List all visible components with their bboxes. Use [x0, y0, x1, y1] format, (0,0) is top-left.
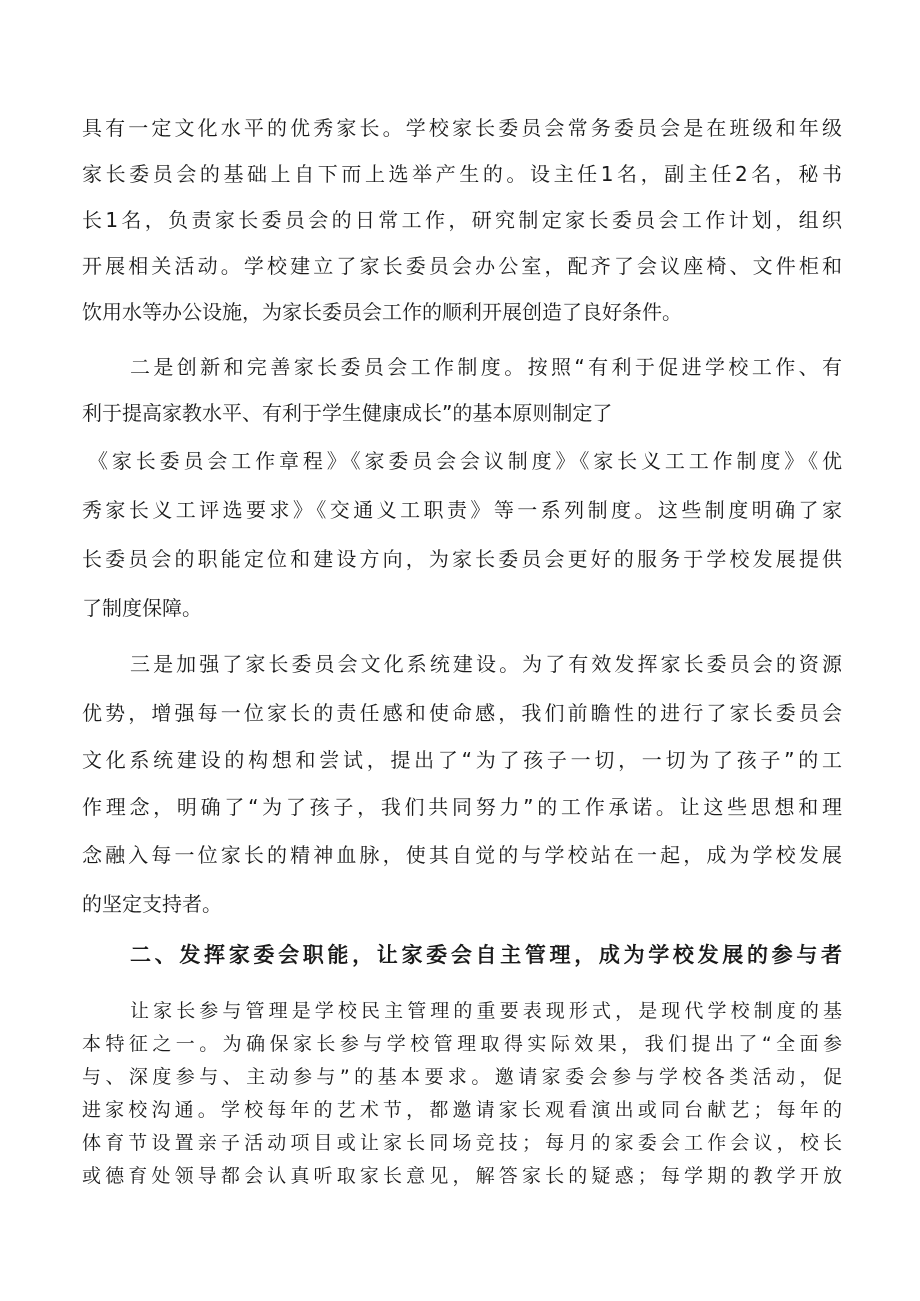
text-line: 具有一定文化水平的优秀家长。学校家长委员会常务委员会是在班级和年级 — [82, 116, 842, 140]
text-line: 《家长委员会工作章程》《家委员会会议制度》《家长义工工作制度》《优 — [88, 449, 842, 473]
text-line: 长委员会的职能定位和建设方向，为家长委员会更好的服务于学校发展提供 — [82, 547, 842, 571]
text-line: 优势，增强每一位家长的责任感和使命感，我们前瞻性的进行了家长委员会 — [82, 701, 842, 725]
text-line: 体育节设置亲子活动项目或让家长同场竞技；每月的家委会工作会议，校长 — [82, 1132, 842, 1154]
section-heading: 二、发挥家委会职能，让家委会自主管理，成为学校发展的参与者 — [130, 943, 842, 967]
paragraph-first-line: 让家长参与管理是学校民主管理的重要表现形式，是现代学校制度的基 — [130, 1000, 842, 1022]
text-line: 文化系统建设的构想和尝试，提出了“为了孩子一切，一切为了孩子”的工 — [82, 748, 842, 772]
text-line: 秀家长义工评选要求》《交通义工职责》等一系列制度。这些制度明确了家 — [82, 498, 842, 522]
text-line: 作理念，明确了“为了孩子，我们共同努力”的工作承诺。让这些思想和理 — [82, 795, 842, 819]
paragraph-first-line: 三是加强了家长委员会文化系统建设。为了有效发挥家长委员会的资源 — [130, 652, 842, 676]
text-line: 饮用水等办公设施，为家长委员会工作的顺利开展创造了良好条件。 — [82, 300, 682, 324]
text-line: 的坚定支持者。 — [82, 892, 222, 916]
text-line: 念融入每一位家长的精神血脉，使其自觉的与学校站在一起，成为学校发展 — [82, 843, 842, 867]
text-line: 本特征之一。为确保家长参与学校管理取得实际效果，我们提出了“全面参 — [82, 1033, 842, 1055]
text-line: 长1名，负责家长委员会的日常工作，研究制定家长委员会工作计划，组织 — [82, 208, 842, 232]
paragraph-first-line: 二是创新和完善家长委员会工作制度。按照“有利于促进学校工作、有 — [130, 355, 842, 379]
text-line: 开展相关活动。学校建立了家长委员会办公室，配齐了会议座椅、文件柜和 — [82, 254, 842, 278]
text-line: 家长委员会的基础上自下而上选举产生的。设主任1名，副主任2名，秘书 — [82, 162, 842, 186]
text-line: 与、深度参与、主动参与”的基本要求。邀请家委会参与学校各类活动，促 — [82, 1066, 842, 1088]
text-line: 利于提高家教水平、有利于学生健康成长”的基本原则制定了 — [82, 401, 613, 425]
text-line: 进家校沟通。学校每年的艺术节，都邀请家长观看演出或同台献艺；每年的 — [82, 1099, 842, 1121]
text-line: 或德育处领导都会认真听取家长意见，解答家长的疑惑；每学期的教学开放 — [82, 1165, 842, 1187]
text-line: 了制度保障。 — [82, 596, 202, 620]
